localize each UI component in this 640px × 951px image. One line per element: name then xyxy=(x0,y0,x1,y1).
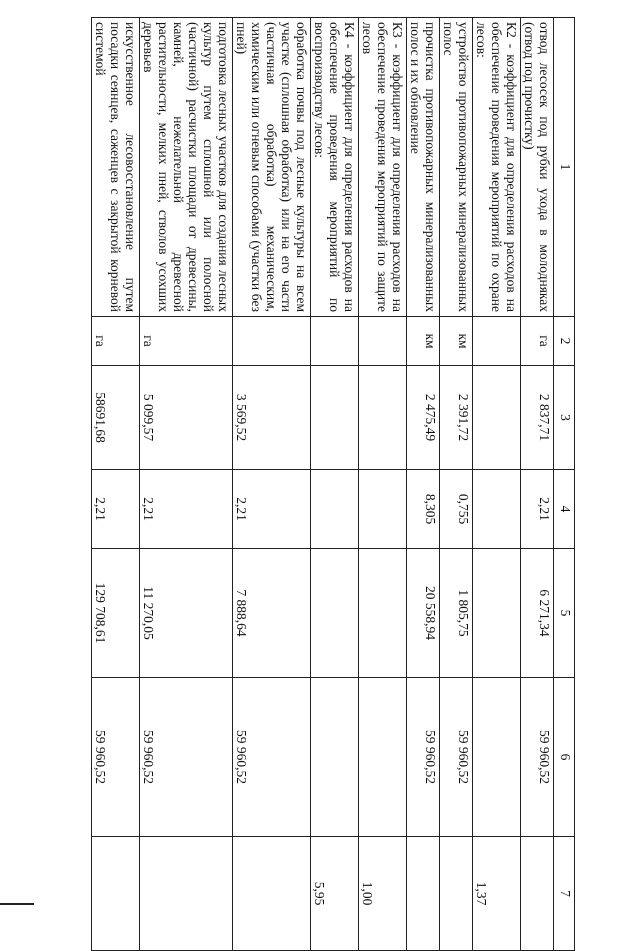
rotated-document-page xyxy=(65,17,575,906)
row-value-5: 129 708,61 xyxy=(92,549,140,678)
row-value-5: 11 270,05 xyxy=(140,549,233,678)
table-row xyxy=(311,18,359,951)
row-value-4 xyxy=(359,470,407,549)
row-value-6 xyxy=(473,678,521,837)
row-description: К2 - коэффициент для определения расходов на обеспечение проведения мероприятий по охране лесов: xyxy=(473,18,521,317)
header-col-7: 7 xyxy=(554,837,575,951)
row-value-7 xyxy=(233,837,311,951)
row-description: прочистка противопожарных минерализованных полос и их обновление xyxy=(407,18,440,317)
row-value-4: 8,305 xyxy=(407,470,440,549)
row-unit: га xyxy=(521,317,554,366)
row-description: обработка почвы под лесные культуры на всем участке (сплошная обработка) или на его части (частичная обработка) механическим, химическим или огневым способами (участки без пней) xyxy=(233,18,311,317)
header-col-3: 3 xyxy=(554,366,575,470)
row-value-3: 2 837,71 xyxy=(521,366,554,470)
row-value-5: 1 805,75 xyxy=(440,549,473,678)
header-col-5: 5 xyxy=(554,549,575,678)
row-value-3: 5 099,57 xyxy=(140,366,233,470)
row-description: искусственное лесовосстановление путем посадки сеянцев, саженцев с закрытой корневой системой xyxy=(92,18,140,317)
cost-table xyxy=(91,17,575,951)
row-description: отвод лесосек под рубки ухода в молодняках (отвод под прочистку) xyxy=(521,18,554,317)
row-value-7 xyxy=(140,837,233,951)
row-value-5 xyxy=(473,549,521,678)
row-value-5: 7 888,64 xyxy=(233,549,311,678)
row-value-4: 2,21 xyxy=(140,470,233,549)
row-value-3 xyxy=(311,366,359,470)
header-col-2: 2 xyxy=(554,317,575,366)
row-value-4 xyxy=(473,470,521,549)
header-col-4: 4 xyxy=(554,470,575,549)
row-value-5 xyxy=(311,549,359,678)
row-value-6 xyxy=(359,678,407,837)
row-value-5: 6 271,34 xyxy=(521,549,554,678)
table-row xyxy=(140,18,233,951)
table-row xyxy=(92,18,140,951)
table-row xyxy=(521,18,554,951)
row-value-6: 59 960,52 xyxy=(233,678,311,837)
table-row xyxy=(407,18,440,951)
row-value-3: 2 391,72 xyxy=(440,366,473,470)
row-value-3: 3 569,52 xyxy=(233,366,311,470)
row-value-3 xyxy=(473,366,521,470)
row-value-6 xyxy=(311,678,359,837)
row-description: К4 - коэффициент для определения расходов на обеспечение проведения мероприятий по воспроизводству лесов: xyxy=(311,18,359,317)
row-description: подготовка лесных участков для создания лесных культур путем сплошной или полосной (частичной) расчистки площади от древесины, камней, нежелательной древесной растительности, мелких пней, стволов усохших деревьев xyxy=(140,18,233,317)
row-value-6: 59 960,52 xyxy=(407,678,440,837)
table-row xyxy=(233,18,311,951)
row-unit: км xyxy=(407,317,440,366)
row-value-7 xyxy=(521,837,554,951)
header-col-6: 6 xyxy=(554,678,575,837)
row-value-7 xyxy=(440,837,473,951)
table-row xyxy=(473,18,521,951)
row-value-5: 20 558,94 xyxy=(407,549,440,678)
row-unit xyxy=(359,317,407,366)
row-value-7: 5,95 xyxy=(311,837,359,951)
row-value-4: 0,755 xyxy=(440,470,473,549)
row-description: К3 - коэффициент для определения расходов на обеспечение проведения мероприятий по защите лесов xyxy=(359,18,407,317)
row-value-4: 2,21 xyxy=(233,470,311,549)
row-unit: га xyxy=(140,317,233,366)
row-description: устройство противопожарных минерализованных полос xyxy=(440,18,473,317)
table-header-row xyxy=(554,18,575,951)
row-value-7 xyxy=(407,837,440,951)
row-value-4: 2,21 xyxy=(92,470,140,549)
row-unit xyxy=(233,317,311,366)
row-value-7: 1,00 xyxy=(359,837,407,951)
row-value-6: 59 960,52 xyxy=(140,678,233,837)
row-value-6: 59 960,52 xyxy=(440,678,473,837)
row-unit xyxy=(311,317,359,366)
row-value-5 xyxy=(359,549,407,678)
row-value-4: 2,21 xyxy=(521,470,554,549)
table-row xyxy=(359,18,407,951)
row-value-3 xyxy=(359,366,407,470)
row-value-3: 58691,68 xyxy=(92,366,140,470)
table-row xyxy=(440,18,473,951)
row-value-7 xyxy=(92,837,140,951)
row-value-7: 1,37 xyxy=(473,837,521,951)
row-unit xyxy=(473,317,521,366)
row-value-6: 59 960,52 xyxy=(521,678,554,837)
header-col-1: 1 xyxy=(554,18,575,317)
row-value-4 xyxy=(311,470,359,549)
row-value-3: 2 475,49 xyxy=(407,366,440,470)
row-value-6: 59 960,52 xyxy=(92,678,140,837)
row-unit: км xyxy=(440,317,473,366)
row-unit: га xyxy=(92,317,140,366)
